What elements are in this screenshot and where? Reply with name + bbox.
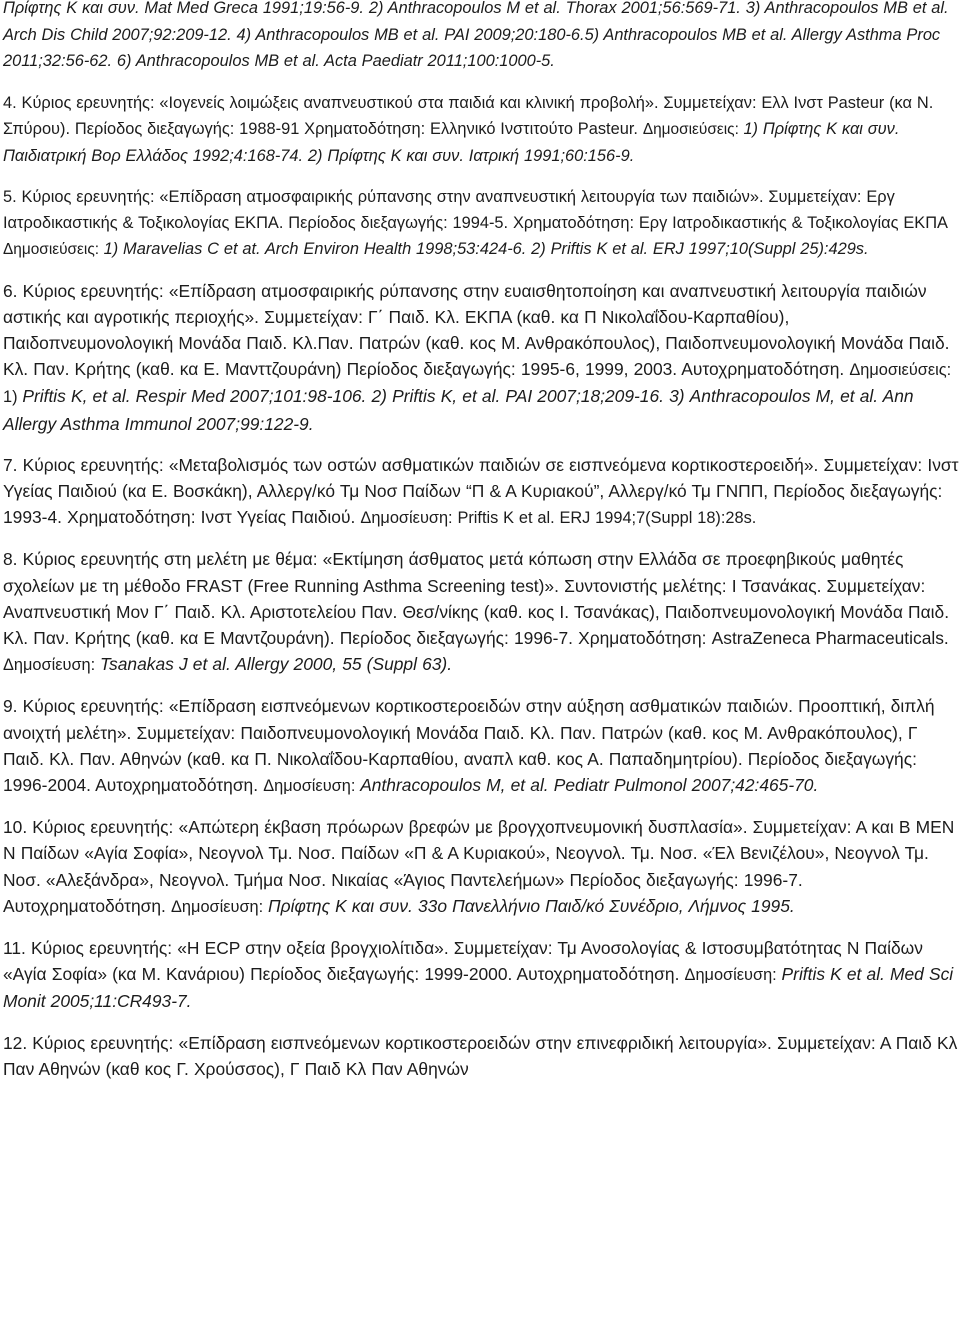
publication-reference: Priftis K et al. Med Sci Monit 2005;11:CR493-7. [3,964,954,1012]
entry-text: 11. Κύριος ερευνητής: «Η ECP στην οξεία βρογχιολίτιδα». Συμμετείχαν: Τμ Ανοσολογίας & Ιστοσυμβατότητας Ν Παίδων «Αγία Σοφία» (κα Μ. Κανάριου) Περίοδος διεξαγωγής: 1999-2000. Αυτοχρηματοδότηση. [3,937,923,985]
publications-label: Δημοσίευση: [684,966,782,985]
publications-label: Δημοσιεύσεις: [642,120,744,138]
entry-text: 7. Κύριος ερευνητής: «Μεταβολισμός των οστών ασθματικών παιδιών σε εισπνεόμενα κορτικοστεροειδή». Συμμετείχαν: Ινστ Υγείας Παιδιού (κα Ε. Βοσκάκη), Αλλεργ/κό Τμ Νοσ Παίδων “Π & Α Κυριακού”, Αλλεργ/κό Τμ ΓΝΠΠ, Περίοδος διεξαγωγής: 1993-4. Χρηματοδότηση: Ινστ Υγείας Παιδιού. [3,454,959,528]
publications-label: Priftis K et al. ERJ 1994;7(Suppl 18):28s. [457,509,757,528]
publication-reference: Πρίφτης Κ και συν. 33ο Πανελλήνιο Παιδ/κό Συνέδριο, Λήμνος 1995. [268,895,795,916]
entry-text: 10. Κύριος ερευνητής: «Απώτερη έκβαση πρόωρων βρεφών με βρογχοπνευμονική δυσπλασία». Συμμετείχαν: Α και Β ΜΕΝ Ν Παίδων «Αγία Σοφία», Νεογνολ Τμ. Νοσ. Παίδων «Π & Α Κυριακού», Νεογνολ. Τμ. Νοσ. «Έλ Βενιζέλου», Νεογνολ Τμ. Νοσ. «Αλεξάνδρα», Νεογνολ. Τμήμα Νοσ. Νικαίας «Άγιος Παντελεήμων» Περίοδος διεξαγωγής: 1996-7. Αυτοχρηματοδότηση. [3,817,955,916]
reference-continuation [3,0,959,75]
publications-label: Δημοσίευση: [3,656,101,675]
publication-reference: Anthracopoulos M, et al. Pediatr Pulmonol 2007;42:465-70. [360,774,819,795]
publications-label: Δημοσιεύσεις: [849,361,952,380]
research-entry-6 [3,278,959,437]
research-entry-8 [3,546,959,678]
publication-reference: Priftis K, et al. Respir Med 2007;101:98-106. 2) Priftis K, et al. PAI 2007;18;209-16. 3) Anthracopoulos M, et al. Ann Allergy Asthma Immunol 2007;99:122-9. [3,386,914,434]
entry-text: 9. Κύριος ερευνητής: «Επίδραση εισπνεόμενων κορτικοστεροειδών στην αύξηση ασθματικών παιδιών. Προοπτική, διπλή ανοιχτή μελέτη». Συμμετείχαν: Παιδοπνευμονολογική Μονάδα Παιδ. Κλ. Παν. Πατρών (καθ. κος Μ. Ανθρακόπουλος), Γ Παιδ. Κλ. Παν. Αθηνών (καθ. κα Π. Νικολαΐδου-Καρπαθίου, αναπλ καθ. κος Α. Παπαδημητρίου). Περίοδος διεξαγωγής: 1996-2004. Αυτοχρηματοδότηση. [3,696,935,795]
publication-reference: Πρίφτης Κ και συν. Mat Med Greca 1991;19:56-9. 2) Anthracopoulos M et al. Thorax 2001;56:569-71. 3) Anthracopoulos MB et al. Arch Dis Child 2007;92:209-12. 4) Anthracopoulos MB et al. PAI 2009;20:180-6.5) Anthracopoulos MB et al. Allergy Asthma Proc 2011;32:56-62. 6) Anthracopoulos MB et al. Acta Paediatr 2011;100:1000-5. [3,0,949,70]
entry-text: 12. Κύριος ερευνητής: «Επίδραση εισπνεόμενων κορτικοστεροειδών στην επινεφριδική λειτουργία». Συμμετείχαν: Α Παιδ Κλ Παν Αθηνών (καθ κος Γ. Χρούσσος), Γ Παιδ Κλ Παν Αθηνών [3,1032,958,1079]
publications-label: 1) [3,388,23,407]
entry-text: 5. Κύριος ερευνητής: «Επίδραση ατμοσφαιρικής ρύπανσης στην αναπνευστική λειτουργία των παιδιών». Συμμετείχαν: Εργ Ιατροδικαστικής & Τοξικολογίας ΕΚΠΑ. Περίοδος διεξαγωγής: 1994-5. Χρηματοδότηση: Εργ Ιατροδικαστικής & Τοξικολογίας ΕΚΠΑ [3,187,948,232]
research-entry-4 [3,90,959,169]
publications-label: Δημοσίευση: [171,897,269,916]
research-entry-11 [3,935,959,1015]
document-page [3,0,959,1097]
entry-text: 4. Κύριος ερευνητής: «Ιογενείς λοιμώξεις αναπνευστικού στα παιδιά και κλινική προβολή». Συμμετείχαν: Ελλ Ινστ Pasteur (κα Ν. Σπύρου). Περίοδος διεξαγωγής: 1988-91 Χρηματοδότηση: Ελληνικό Ινστιτούτο Pasteur. [3,93,934,138]
publications-label: Δημοσίευση: [360,509,458,528]
entry-text: 8. Κύριος ερευνητής στη μελέτη με θέμα: «Εκτίμηση άσθματος μετά κόπωση στην Ελλάδα σε προεφηβικούς μαθητές σχολείων με τη μέθοδο FRAST (Free Running Asthma Screening test)». Συντονιστής μελέτης: Ι Τσανάκας. Συμμετείχαν: Αναπνευστική Μον Γ΄ Παιδ. Κλ. Αριστοτελείου Παν. Θεσ/νίκης (καθ. κος Ι. Τσανάκας), Παιδοπνευμονολογική Μονάδα Παιδ. Κλ. Παν. Κρήτης (καθ. κα Ε Μαντζουράνη). Περίοδος διεξαγωγής: 1996-7. Χρηματοδότηση: AstraZeneca Pharmaceuticals. [3,549,950,648]
publication-reference: 1) Maravelias C et at. Arch Environ Health 1998;53:424-6. 2) Priftis K et al. ERJ 1997;10(Suppl 25):429s. [103,239,869,258]
publications-label: Δημοσιεύσεις: [3,240,104,258]
research-entry-7 [3,452,959,532]
entry-text: 6. Κύριος ερευνητής: «Επίδραση ατμοσφαιρικής ρύπανσης στην ευαισθητοποίηση και αναπνευστική λειτουργία παιδιών αστικής και αγροτικής περιοχής». Συμμετείχαν: Γ΄ Παιδ. Κλ. ΕΚΠΑ (καθ. κα Π Νικολαΐδου-Καρπαθίου), Παιδοπνευμονολογική Μονάδα Παιδ. Κλ.Παν. Πατρών (καθ. κος Μ. Ανθρακόπουλος), Παιδοπνευμονολογική Μονάδα Παιδ. Κλ. Παν. Κρήτης (καθ. κα Ε. Μανττζουράνη) Περίοδος διεξαγωγής: 1995-6, 1999, 2003. Αυτοχρηματοδότηση. [3,280,950,380]
research-entry-5 [3,184,959,263]
publications-label: Δημοσίευση: [263,776,361,795]
publication-reference: Tsanakas J et al. Allergy 2000, 55 (Suppl 63). [100,654,453,675]
research-entry-9 [3,693,959,799]
research-entry-10 [3,814,959,920]
research-entry-12 [3,1030,959,1082]
publication-reference: 1) Πρίφτης Κ και συν. Παιδιατρική Βορ Ελλάδος 1992;4:168-74. 2) Πρίφτης Κ και συν. Ιατρική 1991;60:156-9. [3,119,900,165]
